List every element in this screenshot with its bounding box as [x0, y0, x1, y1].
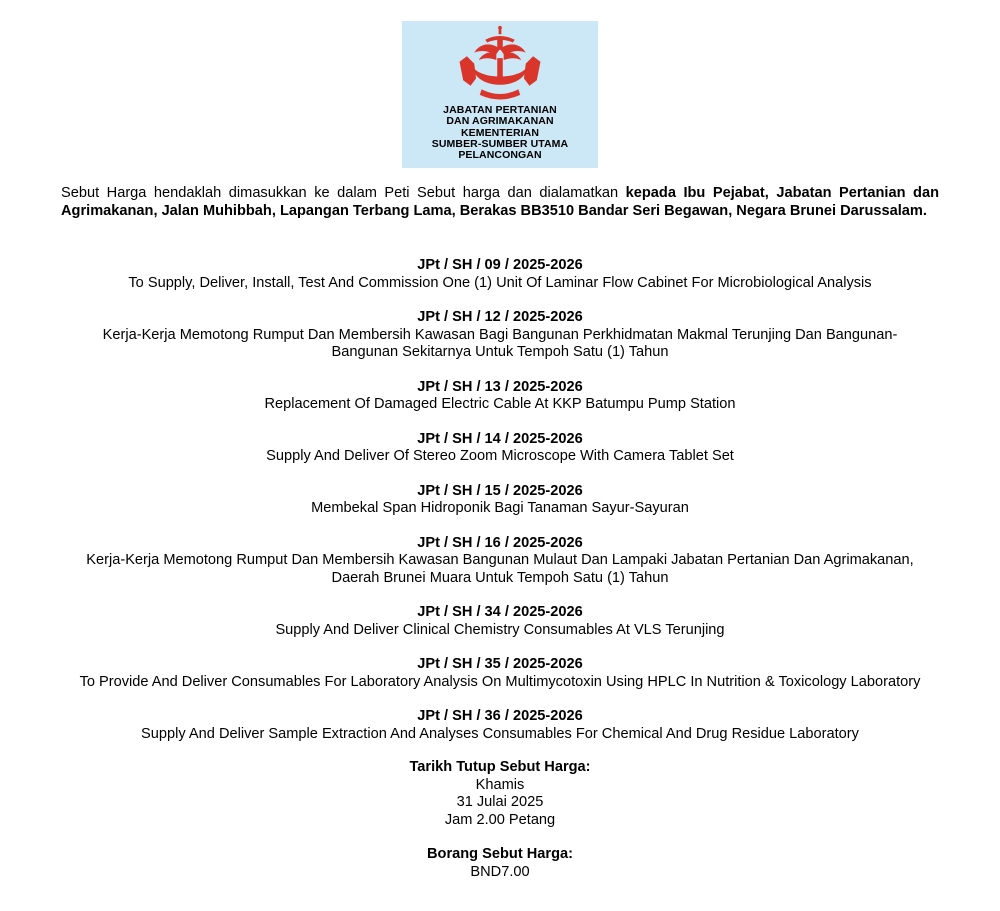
- closing-date-label: Tarikh Tutup Sebut Harga:: [409, 759, 591, 775]
- tender-item: [40, 708, 960, 743]
- tender-item: [40, 535, 960, 588]
- department-name: [402, 105, 598, 161]
- tender-description: Replacement Of Damaged Electric Cable At KKP Batumpu Pump Station: [264, 396, 736, 412]
- tender-description: Kerja-Kerja Memotong Rumput Dan Membersih Kawasan Bangunan Mulaut Dan Lampaki Jabatan Pertanian Dan Agrimakanan, Daerah Brunei Muara Untuk Tempoh Satu (1) Tahun: [86, 552, 914, 586]
- tender-reference: JPt / SH / 34 / 2025-2026: [417, 604, 583, 620]
- tender-item: [40, 257, 960, 292]
- org-line: JABATAN PERTANIAN: [443, 104, 557, 116]
- tender-list: [40, 257, 960, 760]
- department-logo-panel: [402, 21, 598, 168]
- tender-reference: JPt / SH / 14 / 2025-2026: [417, 430, 583, 447]
- form-price-label: Borang Sebut Harga:: [427, 846, 573, 862]
- form-price: BND7.00: [470, 863, 530, 880]
- tender-item: [40, 604, 960, 639]
- tender-item: [40, 431, 960, 466]
- tender-item: [40, 656, 960, 691]
- instructions-text: Sebut Harga hendaklah dimasukkan ke dalam Peti Sebut harga dan dialamatkan: [61, 185, 626, 201]
- org-line: KEMENTERIAN: [460, 126, 540, 139]
- org-line: DAN AGRIMAKANAN: [446, 115, 554, 128]
- tender-description: Supply And Deliver Of Stereo Zoom Microscope With Camera Tablet Set: [266, 448, 734, 464]
- tender-item: [40, 309, 960, 362]
- tender-description: To Provide And Deliver Consumables For Laboratory Analysis On Multimycotoxin Using HPLC In Nutrition & Toxicology Laboratory: [79, 673, 921, 690]
- closing-time: Jam 2.00 Petang: [444, 811, 556, 828]
- spacer: [300, 829, 700, 846]
- tender-description: Kerja-Kerja Memotong Rumput Dan Membersih Kawasan Bagi Bangunan Perkhidmatan Makmal Terunjing Dan Bangunan-Bangunan Sekitarnya Untuk Tempoh Satu (1) Tahun: [102, 326, 898, 360]
- org-line: PELANCONGAN: [458, 149, 542, 162]
- closing-details: [300, 759, 700, 881]
- tender-reference: JPt / SH / 09 / 2025-2026: [417, 257, 583, 273]
- closing-day: Khamis: [475, 776, 525, 793]
- tender-reference: JPt / SH / 35 / 2025-2026: [417, 656, 583, 672]
- tender-description: Membekal Span Hidroponik Bagi Tanaman Sayur-Sayuran: [311, 500, 689, 516]
- tender-reference: JPt / SH / 13 / 2025-2026: [417, 378, 583, 395]
- tender-reference: JPt / SH / 12 / 2025-2026: [417, 309, 583, 325]
- tender-item: [40, 379, 960, 414]
- submission-instructions: [61, 185, 939, 220]
- tender-description: Supply And Deliver Clinical Chemistry Consumables At VLS Terunjing: [275, 621, 725, 638]
- tender-item: [40, 483, 960, 518]
- tender-description: Supply And Deliver Sample Extraction And Analyses Consumables For Chemical And Drug Residue Laboratory: [141, 725, 859, 742]
- tender-reference: JPt / SH / 15 / 2025-2026: [417, 482, 583, 499]
- address-text: kepada Ibu Pejabat, Jabatan Pertanian dan Agrimakanan, Jalan Muhibbah, Lapangan Terbang Lama, Berakas BB3510 Bandar Seri Begawan, Negara Brunei Darussalam.: [61, 185, 939, 219]
- tender-description: To Supply, Deliver, Install, Test And Commission One (1) Unit Of Laminar Flow Cabinet For Microbiological Analysis: [128, 274, 872, 291]
- closing-date: 31 Julai 2025: [456, 794, 544, 810]
- tender-reference: JPt / SH / 16 / 2025-2026: [417, 534, 583, 551]
- org-line: SUMBER-SUMBER UTAMA: [431, 137, 569, 150]
- tender-reference: JPt / SH / 36 / 2025-2026: [417, 708, 583, 724]
